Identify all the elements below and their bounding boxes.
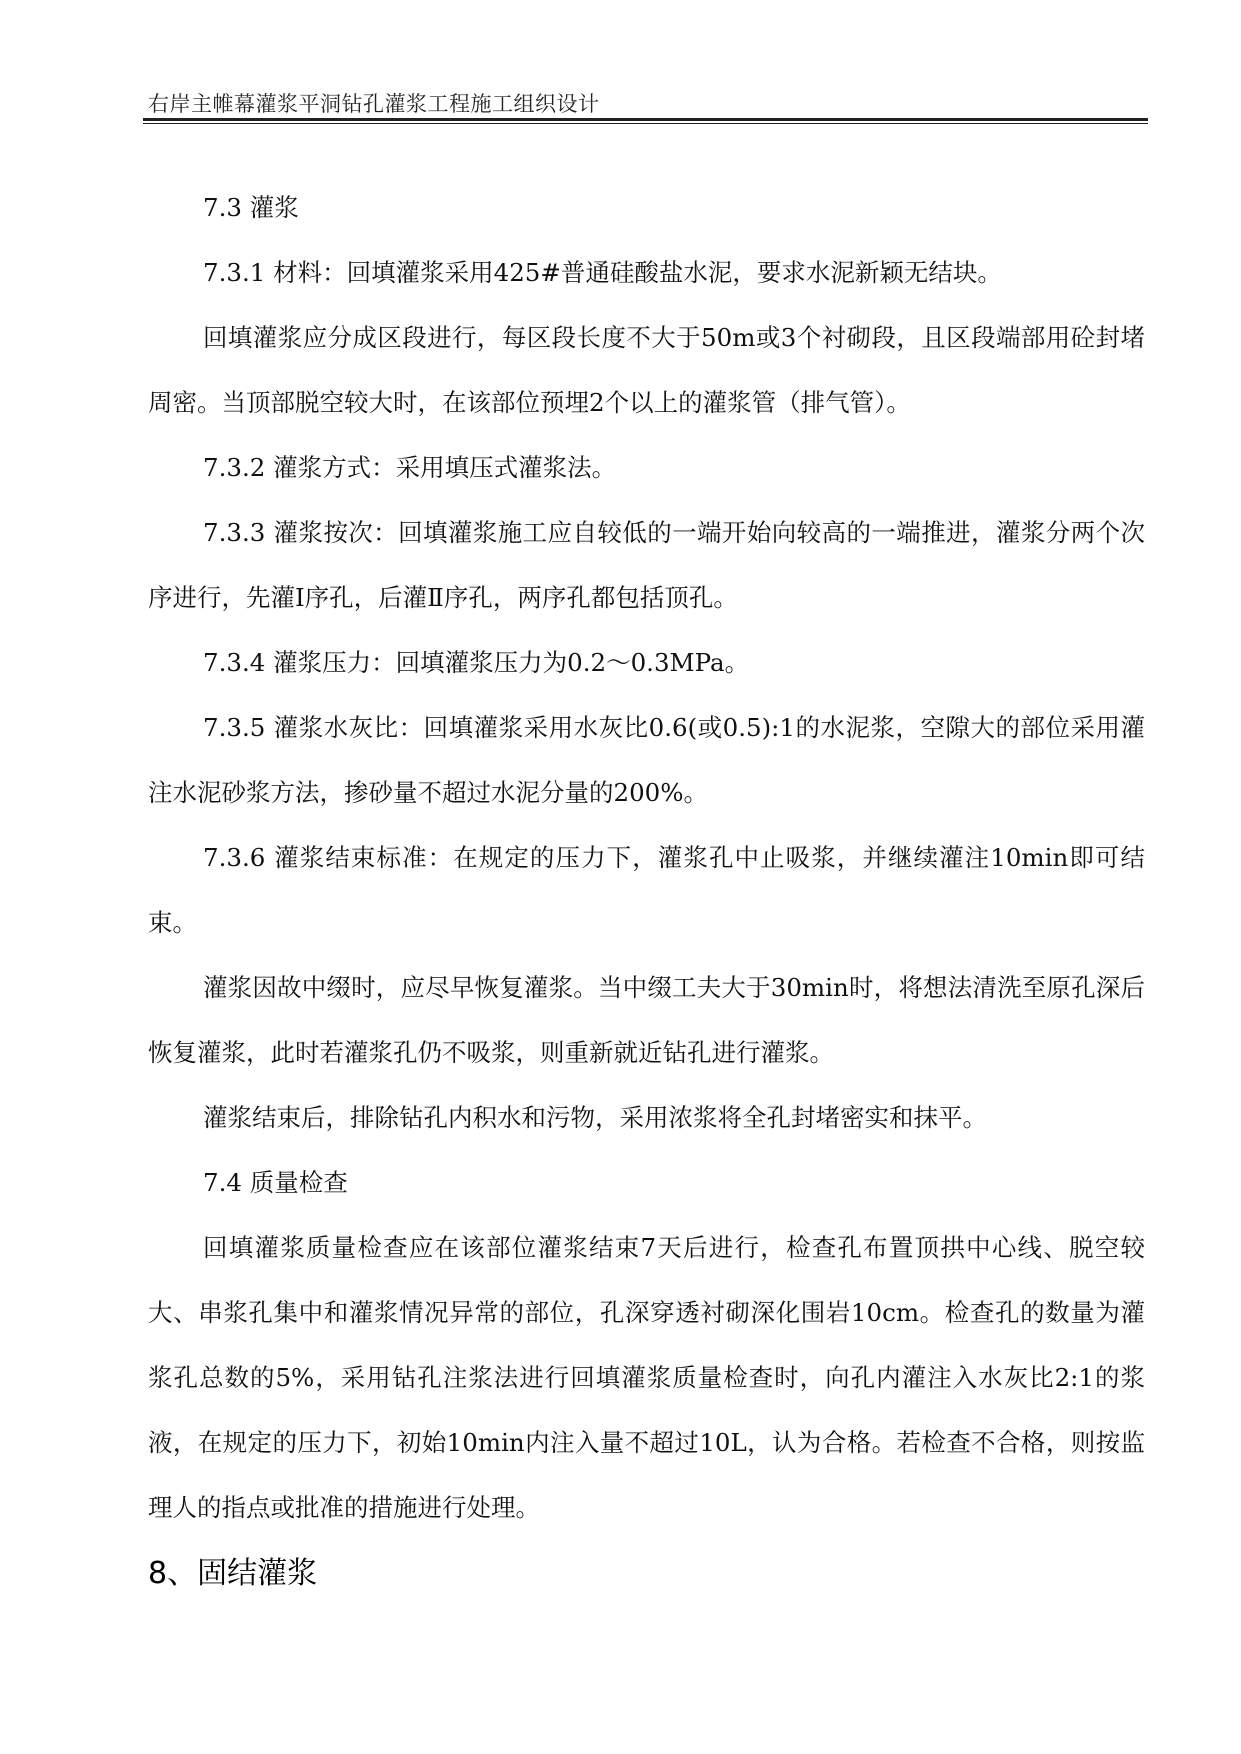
paragraph-quality-check: 回填灌浆质量检查应在该部位灌浆结束7天后进行，检查孔布置顶拱中心线、脱空较大、串浆孔集中和灌浆情况异常的部位，孔深穿透衬砌深化围岩10cm。检查孔的数量为灌浆孔总数的5%，采用钻孔注浆法进行回填灌浆质量检查时，向孔内灌注入水灰比2:1的浆液，在规定的压力下，初始10min内注入量不超过10L，认为合格。若检查不合格，则按监理人的指点或批准的措施进行处理。 <box>148 1233 1145 1522</box>
paragraph-sections: 回填灌浆应分成区段进行，每区段长度不大于50m或3个衬砌段，且区段端部用砼封堵周密。当顶部脱空较大时，在该部位预埋2个以上的灌浆管（排气管）。 <box>148 323 1145 417</box>
subsection-heading-7-3: 7.3 灌浆 <box>203 193 299 222</box>
running-header: 右岸主帷幕灌浆平洞钻孔灌浆工程施工组织设计 <box>148 92 600 116</box>
paragraph-interruption: 灌浆因故中缀时，应尽早恢复灌浆。当中缀工夫大于30min时，将想法清洗至原孔深后恢复灌浆，此时若灌浆孔仍不吸浆，则重新就近钻孔进行灌浆。 <box>148 973 1145 1067</box>
header-rule-thin <box>143 123 1148 124</box>
paragraph-water-cement-ratio: 7.3.5 灌浆水灰比：回填灌浆采用水灰比0.6(或0.5):1的水泥浆，空隙大的部位采用灌注水泥砂浆方法，掺砂量不超过水泥分量的200%。 <box>148 713 1145 807</box>
section-heading-8: 8、固结灌浆 <box>148 1556 318 1591</box>
paragraph-pressure: 7.3.4 灌浆压力：回填灌浆压力为0.2～0.3MPa。 <box>203 648 750 677</box>
paragraph-materials: 7.3.1 材料：回填灌浆采用425#普通硅酸盐水泥，要求水泥新颖无结块。 <box>203 258 1002 287</box>
paragraph-sequence: 7.3.3 灌浆按次：回填灌浆施工应自较低的一端开始向较高的一端推进，灌浆分两个次序进行，先灌Ⅰ序孔，后灌Ⅱ序孔，两序孔都包括顶孔。 <box>148 518 1145 612</box>
paragraph-end-criteria: 7.3.6 灌浆结束标准：在规定的压力下，灌浆孔中止吸浆，并继续灌注10min即可结束。 <box>148 843 1145 937</box>
header-rule <box>143 118 1148 121</box>
paragraph-sealing: 灌浆结束后，排除钻孔内积水和污物，采用浓浆将全孔封堵密实和抹平。 <box>203 1103 987 1132</box>
subsection-heading-7-4: 7.4 质量检查 <box>203 1168 348 1197</box>
document-body <box>148 175 1145 1608</box>
paragraph-method: 7.3.2 灌浆方式：采用填压式灌浆法。 <box>203 453 617 482</box>
